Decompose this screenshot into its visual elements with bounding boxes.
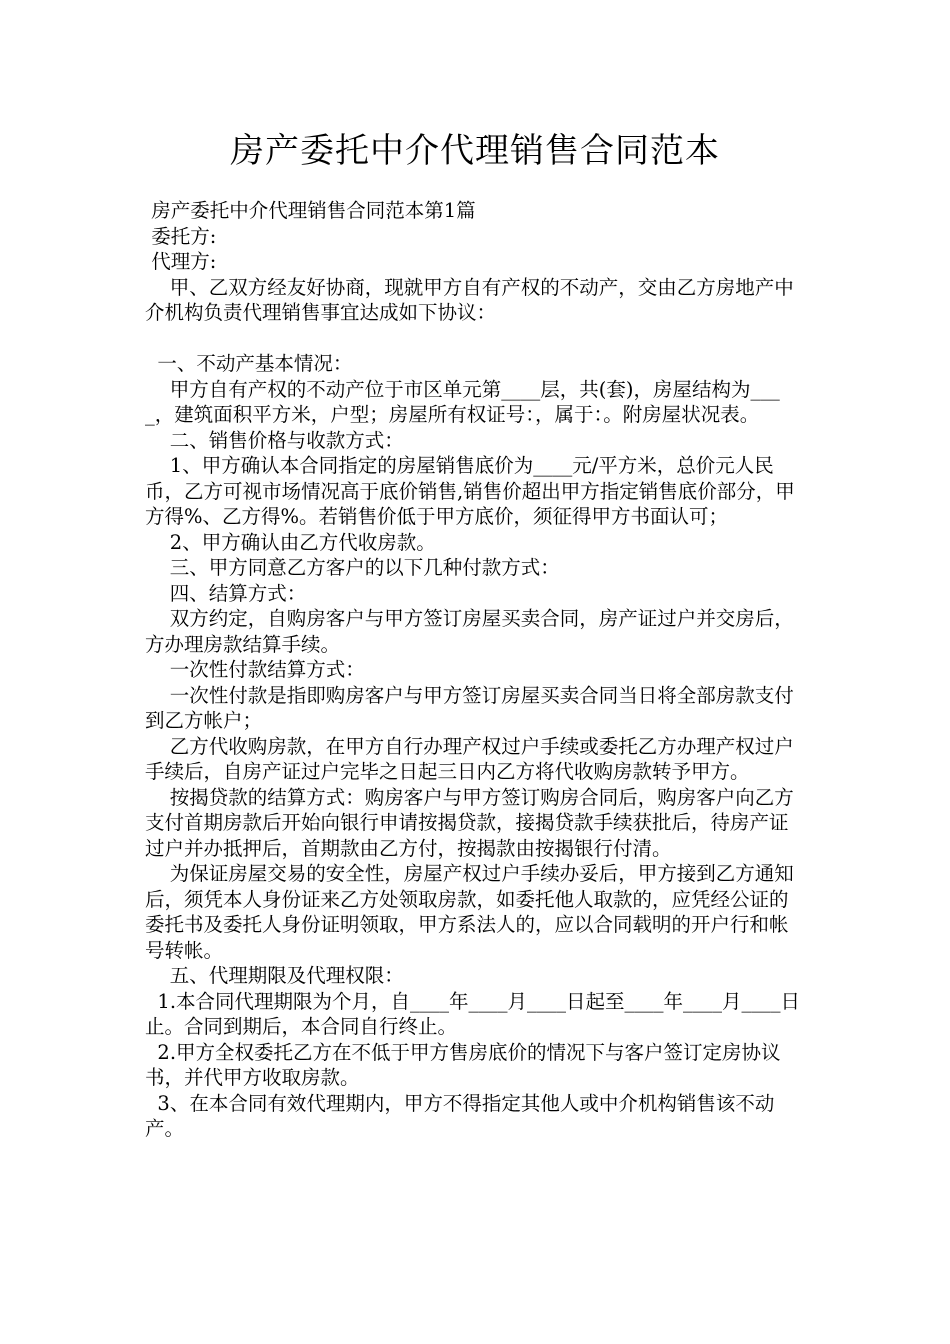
- clause-paragraph: 1.本合同代理期限为个月，自____年____月____日起至____年____月____日止。合同到期后，本合同自行终止。: [145, 989, 801, 1038]
- clause-paragraph: 2.甲方全权委托乙方在不低于甲方售房底价的情况下与客户签订定房协议书，并代甲方收取房款。: [145, 1040, 781, 1089]
- document-body: [145, 198, 807, 1142]
- clause-paragraph: 3、在本合同有效代理期内，甲方不得指定其他人或中介机构销售该不动产。: [145, 1091, 775, 1140]
- clause-heading-1: 一、不动产基本情况：: [145, 352, 353, 375]
- clause-paragraph: 双方约定，自购房客户与甲方签订房屋买卖合同，房产证过户并交房后，方办理房款结算手续。: [145, 607, 794, 656]
- clause-paragraph: 按揭贷款的结算方式：购房客户与甲方签订购房合同后，购房客户向乙方支付首期房款后开始向银行申请按揭贷款，接揭贷款手续获批后，待房产证过户并办抵押后，首期款由乙方付，按揭款由按揭银行付清。: [145, 785, 794, 860]
- intro-paragraph: 甲、乙双方经友好协商，现就甲方自有产权的不动产，交由乙方房地产中介机构负责代理销售事宜达成如下协议：: [145, 275, 794, 324]
- clause-paragraph: 为保证房屋交易的安全性，房屋产权过户手续办妥后，甲方接到乙方通知后，须凭本人身份证来乙方处领取房款，如委托他人取款的，应凭经公证的委托书及委托人身份证明领取，甲方系法人的，应以合同载明的开户行和帐号转帐。: [145, 862, 794, 962]
- party-b-label: 代理方:: [145, 250, 217, 273]
- section-heading: 房产委托中介代理销售合同范本第1篇: [145, 199, 476, 222]
- party-a-label: 委托方:: [145, 224, 217, 248]
- blank-line: [145, 326, 807, 352]
- clause-paragraph: 一次性付款是指即购房客户与甲方签订房屋买卖合同当日将全部房款支付到乙方帐户；: [145, 683, 794, 732]
- clause-heading-5: 五、代理期限及代理权限：: [145, 964, 404, 987]
- clause-heading-2: 二、销售价格与收款方式：: [145, 428, 404, 452]
- clause-paragraph: 乙方代收购房款，在甲方自行办理产权过户手续或委托乙方办理产权过户手续后，自房产证过户完毕之日起三日内乙方将代收购房款转予甲方。: [145, 734, 794, 783]
- clause-paragraph: 甲方自有产权的不动产位于市区单元第____层，共(套)，房屋结构为____，建筑面积平方米，户型；房屋所有权证号：，属于：。附房屋状况表。: [145, 377, 780, 426]
- clause-paragraph: 1、甲方确认本合同指定的房屋销售底价为____元/平方米，总价元人民币，乙方可视市场情况高于底价销售,销售价超出甲方指定销售底价部分，甲方得%、乙方得%。若销售价低于甲方底价，须征得甲方书面认可；: [145, 454, 795, 528]
- clause-paragraph: 2、甲方确认由乙方代收房款。: [145, 530, 436, 554]
- clause-heading-3: 三、甲方同意乙方客户的以下几种付款方式：: [145, 556, 560, 579]
- document-title: 房产委托中介代理销售合同范本: [230, 131, 720, 171]
- clause-heading-4: 四、结算方式：: [145, 581, 307, 605]
- sub-heading: 一次性付款结算方式：: [145, 658, 365, 681]
